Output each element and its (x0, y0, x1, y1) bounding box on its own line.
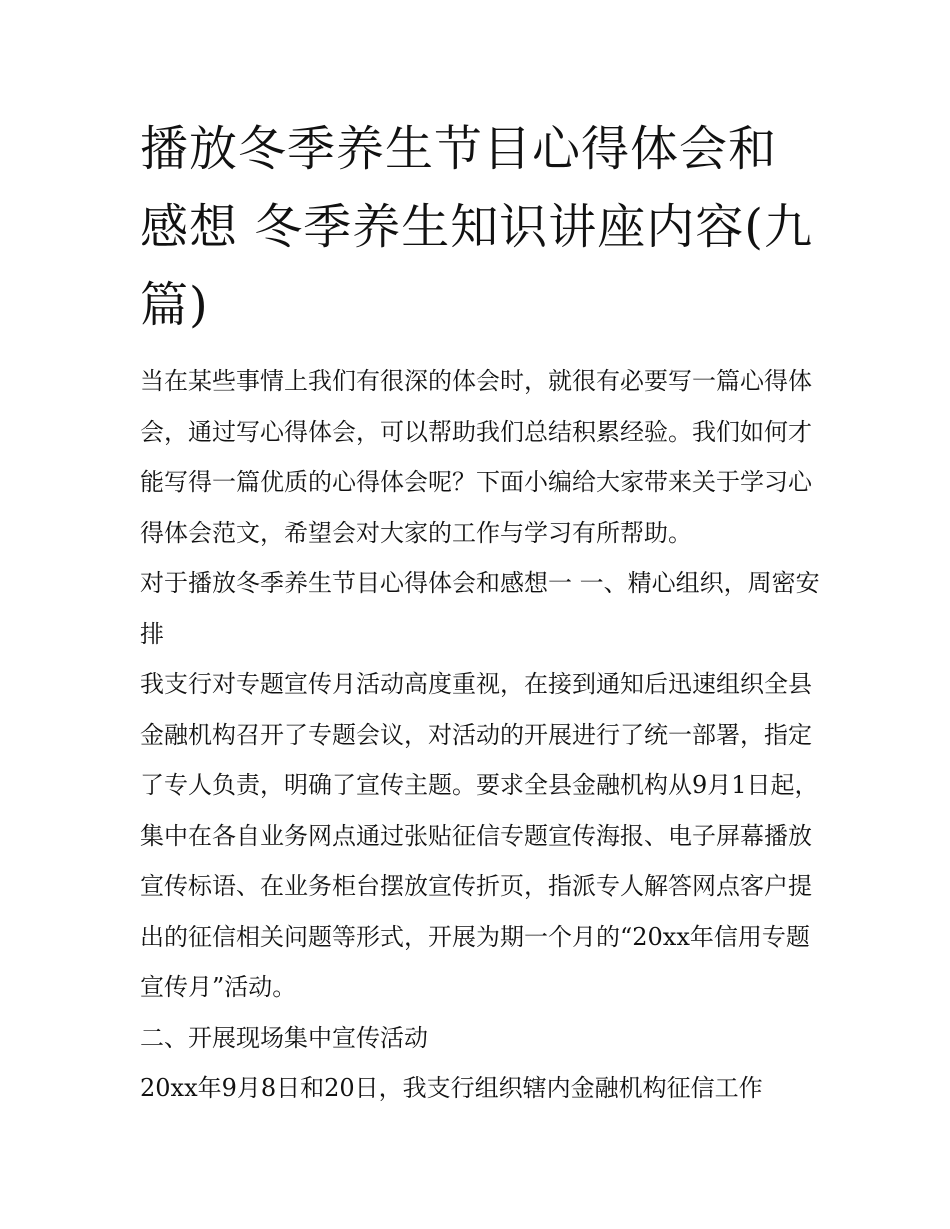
document-title: 播放冬季养生节目心得体会和感想 冬季养生知识讲座内容(九篇) (140, 121, 813, 333)
document-body (140, 356, 820, 1114)
paragraph-section-1-body: 我支行对专题宣传月活动高度重视，在接到通知后迅速组织全县金融机构召开了专题会议，对活动的开展进行了统一部署，指定了专人负责，明确了宣传主题。要求全县金融机构从9月1日起，集中在各自业务网点通过张贴征信专题宣传海报、电子屏幕播放宣传标语、在业务柜台摆放宣传折页，指派专人解答网点客户提出的征信相关问题等形式，开展为期一个月的“20xx年信用专题宣传月”活动。 (140, 670, 819, 1001)
paragraph-intro: 当在某些事情上我们有很深的体会时，就很有必要写一篇心得体会，通过写心得体会，可以帮助我们总结积累经验。我们如何才能写得一篇优质的心得体会呢？下面小编给大家带来关于学习心得体会范文，希望会对大家的工作与学习有所帮助。 (140, 367, 812, 547)
paragraph-section-heading-2: 二、开展现场集中宣传活动 (140, 1023, 428, 1052)
paragraph-section-2-body: 20xx年9月8日和20日，我支行组织辖内金融机构征信工作 (140, 1074, 763, 1102)
paragraph-section-heading-1: 对于播放冬季养生节目心得体会和感想一 一、精心组织，周密安排 (140, 569, 820, 648)
